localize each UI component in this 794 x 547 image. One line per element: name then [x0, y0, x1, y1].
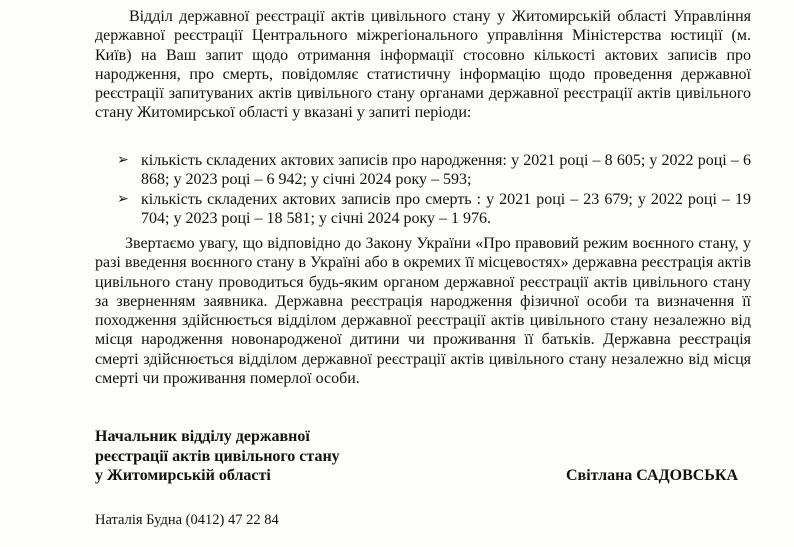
intro-paragraph: Відділ державної реєстрації актів цивільного стану у Житомирській області Управління державної реєстрації Центрального міжрегіонального управління Міністерства юстиції (м. Київ) на Ваш запит щодо отримання інформації стосовно кількості актових записів про народження, про смерть, повідомляє статистичну інформацію щодо проведення державної реєстрації запитуваних актів цивільного стану органами державної реєстрації актів цивільного стану Житомирської області у вказані у запиті періоди: [95, 8, 751, 122]
list-item-deaths [95, 190, 751, 229]
notice-paragraph: Звертаємо увагу, що відповідно до Закону України «Про правовий режим воєнного стану, у разі введення воєнного стану в Україні або в окремих її місцевостях» державна реєстрація актів цивільного стану проводиться будь-яким органом державної реєстрації актів цивільного стану за зверненням заявника. Державна реєстрація народження фізичної особи та визначення її походження здійснюється відділом державної реєстрації актів цивільного стану незалежно від місця народження новонародженої дитини чи проживання її батьків. Державна реєстрація смерті здійснюється відділом державної реєстрації актів цивільного стану незалежно від місця смерті чи проживання померлої особи. [95, 235, 751, 388]
list-item-births [95, 151, 751, 190]
births-statistics-text: кількість складених актових записів про народження: у 2021 році – 8 605; у 2022 році – 6 868; у 2023 році – 6 942; у січні 2024 року – 593; [141, 152, 751, 189]
arrow-bullet-icon: ➢ [117, 190, 129, 207]
signatory-name: Світлана САДОВСЬКА [566, 467, 739, 484]
deaths-statistics-text: кількість складених актових записів про смерть : у 2021 році – 23 679; у 2022 році – 19 704; у 2023 році – 18 581; у січні 2024 року – 1 976. [141, 190, 751, 227]
signature-title [95, 427, 340, 486]
contact-line: Наталія Будна (0412) 47 22 84 [95, 512, 279, 528]
statistics-list [95, 151, 751, 228]
signature-title-line: у Житомирській області [95, 467, 271, 484]
arrow-bullet-icon: ➢ [117, 152, 129, 168]
signature-title-line: Начальник відділу державної [95, 428, 310, 445]
signature-title-line: реєстрації актів цивільного стану [95, 447, 340, 465]
